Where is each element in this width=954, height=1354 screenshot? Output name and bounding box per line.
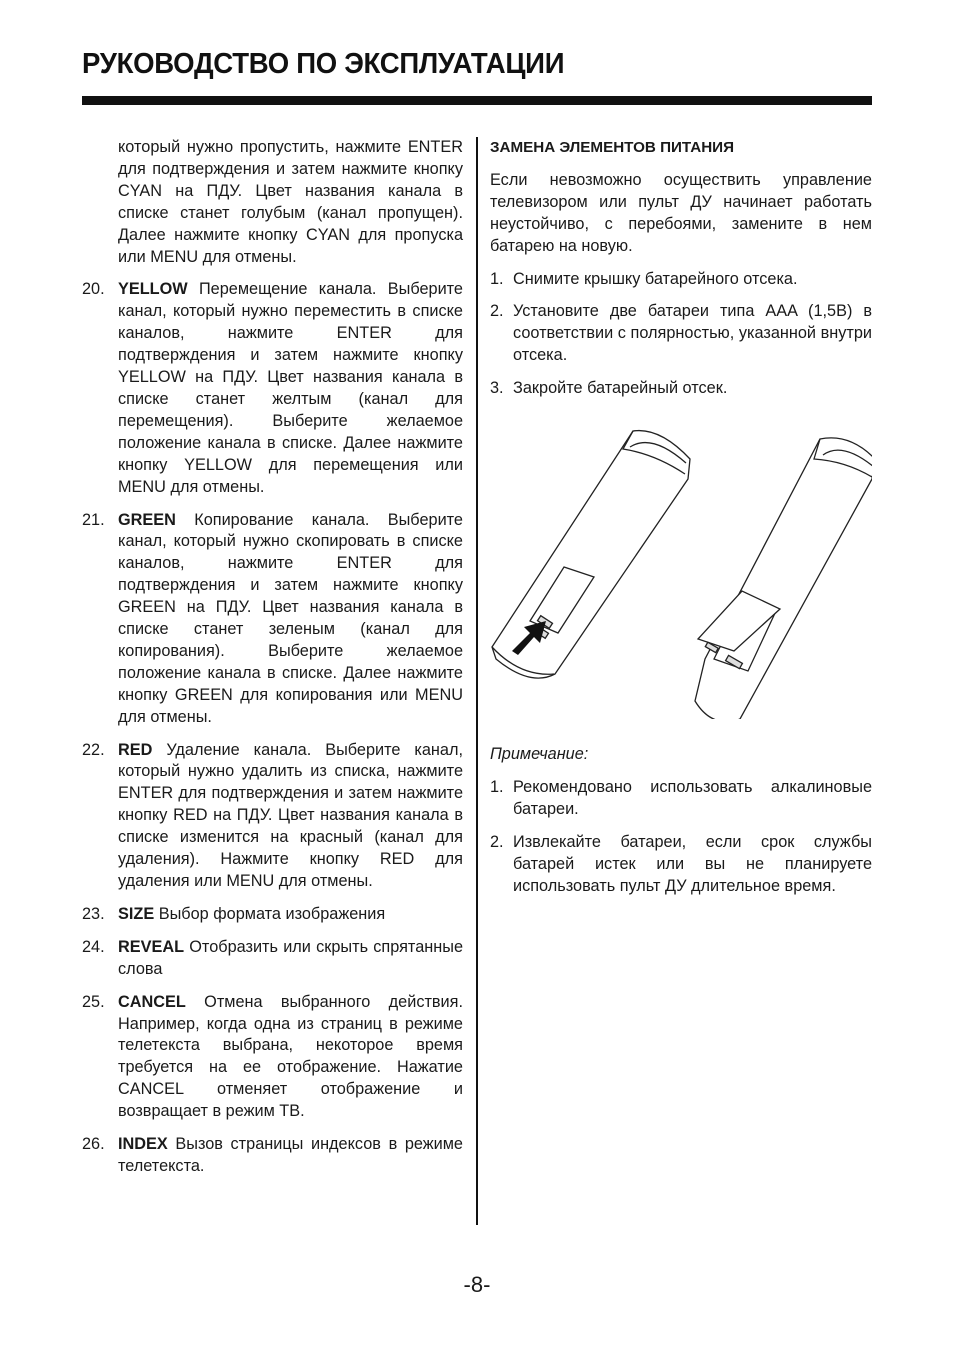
item-key: YELLOW xyxy=(118,280,188,299)
title-rule xyxy=(82,96,872,105)
item-text: Рекомендовано использовать алкалиновые батареи. xyxy=(513,777,872,818)
step-item xyxy=(490,269,872,291)
page-title: РУКОВОДСТВО ПО ЭКСПЛУАТАЦИИ xyxy=(82,48,565,80)
section-heading: ЗАМЕНА ЭЛЕМЕНТОВ ПИТАНИЯ xyxy=(490,139,734,156)
item-key: RED xyxy=(118,740,153,759)
item-description: Отмена выбранного действия. Например, когда одна из страниц в режиме телетекста выбрана, некоторое время требуется на ее отображение. Нажатие CANCEL отменяет отображение и возвращает в режим ТВ. xyxy=(118,992,463,1121)
key-list xyxy=(82,279,463,1177)
item-description: Вызов страницы индексов в режиме телетекста. xyxy=(118,1135,463,1175)
item-number: 24. xyxy=(82,937,105,956)
left-column xyxy=(82,137,463,1189)
item-description: Выбор формата изображения xyxy=(154,904,386,923)
item-number: 1. xyxy=(490,269,504,288)
item-number: 3. xyxy=(490,379,504,398)
step-item xyxy=(490,378,872,400)
item-description: Копирование канала. Выберите канал, который нужно скопировать в списке каналов, нажмите ENTER для подтверждения и затем нажмите кнопку GREEN на ПДУ. Цвет названия канала в списке станет зеленым (канал для копирования). Выберите желаемое положение канала в списке. Далее нажмите кнопку GREEN для копирования или MENU для отмены. xyxy=(118,510,463,726)
item-number: 26. xyxy=(82,1135,105,1154)
remote-open-icon xyxy=(492,431,690,679)
item-text xyxy=(118,279,463,498)
note-label: Примечание: xyxy=(490,744,589,763)
key-item xyxy=(82,992,463,1123)
item-number: 23. xyxy=(82,904,105,923)
page-number: -8- xyxy=(463,1272,491,1297)
remote-closed-icon xyxy=(695,438,872,719)
item-key: INDEX xyxy=(118,1135,168,1154)
item-number: 22. xyxy=(82,740,105,759)
item-key: REVEAL xyxy=(118,937,185,956)
step-item xyxy=(490,301,872,367)
item-text xyxy=(118,740,463,893)
note-item xyxy=(490,832,872,898)
key-item xyxy=(82,740,463,893)
steps-list xyxy=(490,269,872,401)
notes-list xyxy=(490,777,872,898)
item-key: CANCEL xyxy=(118,992,186,1011)
item-description: Перемещение канала. Выберите канал, который нужно переместить в списке каналов, нажмите ENTER для подтверждения и затем нажмите кнопку YELLOW на ПДУ. Цвет названия канала в списке станет желтым (канал для перемещения). Выберите желаемое положение канала в списке. Далее нажмите кнопку YELLOW для перемещения или MENU для отмены. xyxy=(118,280,463,496)
intro-paragraph: Если невозможно осуществить управление телевизором или пульт ДУ начинает работать неустойчиво, с перебоями, замените в нем батарею на новую. xyxy=(490,170,872,255)
item-text xyxy=(118,510,463,729)
item-text xyxy=(118,904,463,926)
item-number: 2. xyxy=(490,832,504,851)
item-key: GREEN xyxy=(118,510,176,529)
item-text xyxy=(118,992,463,1123)
item-key: SIZE xyxy=(118,904,155,923)
key-item xyxy=(82,510,463,729)
item-number: 1. xyxy=(490,777,504,796)
item-text: Извлекайте батареи, если срок службы батарей истек или вы не планируете использовать пульт ДУ длительное время. xyxy=(513,832,872,895)
note-item xyxy=(490,777,872,821)
continuation-paragraph: который нужно пропустить, нажмите ENTER для подтверждения и затем нажмите кнопку CYAN на ПДУ. Цвет названия канала в списке станет голубым (канал пропущен). Далее нажмите кнопку CYAN для пропуска или MENU для отмены. xyxy=(118,138,463,266)
item-number: 2. xyxy=(490,302,504,321)
item-description: Удаление канала. Выберите канал, который нужно удалить из списка, нажмите ENTER для подтверждения и затем нажмите кнопку RED на ПДУ. Цвет названия канала в списке изменится на красный (канал для удаления). Нажмите кнопку RED для удаления или MENU для отмены. xyxy=(118,740,463,890)
key-item xyxy=(82,904,463,926)
item-description: Отобразить или скрыть спрятанные слова xyxy=(118,937,463,978)
right-column xyxy=(490,137,872,908)
item-number: 21. xyxy=(82,510,105,529)
column-divider xyxy=(476,137,478,1225)
item-text: Закройте батарейный отсек. xyxy=(513,379,728,398)
key-item xyxy=(82,279,463,498)
item-text: Установите две батареи типа AAA (1,5В) в соответствии с полярностью, указанной внутри отсека. xyxy=(513,302,872,365)
item-number: 20. xyxy=(82,280,105,299)
item-text xyxy=(118,937,463,981)
key-item xyxy=(82,937,463,981)
key-item xyxy=(82,1134,463,1178)
remote-battery-illustration xyxy=(490,419,872,719)
item-text: Снимите крышку батарейного отсека. xyxy=(513,269,798,288)
item-text xyxy=(118,1134,463,1178)
item-number: 25. xyxy=(82,992,105,1011)
